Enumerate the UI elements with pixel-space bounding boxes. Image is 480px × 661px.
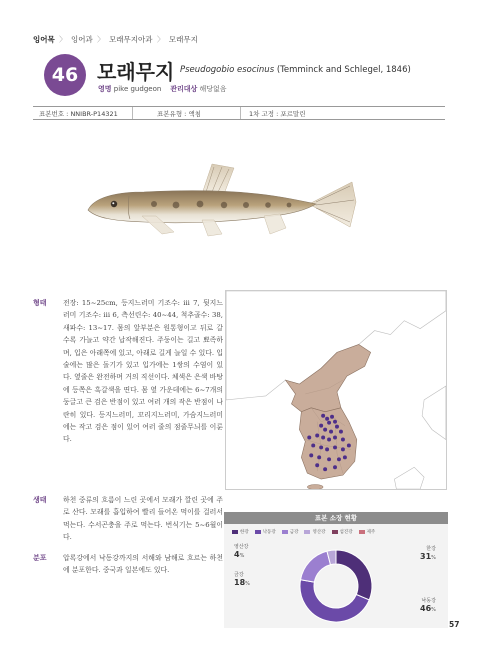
section-distribution: [33, 552, 223, 577]
slice-label-unit: %: [431, 607, 436, 613]
legend-label: 섬진강: [339, 530, 353, 535]
section-label: 분포: [33, 554, 47, 562]
fish-photo: [84, 152, 364, 252]
donut-slice-금강: [301, 551, 331, 582]
species-number-badge: 46: [44, 54, 86, 96]
label-yeongsan: [234, 544, 249, 560]
label-nakdong: [420, 598, 436, 614]
english-name-label: 영명: [98, 85, 112, 93]
management-value: 해당없음: [199, 85, 227, 93]
legend-label: 제주: [366, 530, 376, 535]
legend-label: 낙동강: [262, 530, 276, 535]
english-name: pike gudgeon: [113, 85, 162, 93]
scientific-name: Pseudogobio esocinus: [180, 65, 275, 75]
slice-label-value: 31: [420, 552, 432, 561]
donut-chart: [224, 534, 448, 624]
section-ecology: [33, 494, 223, 544]
section-text: 압록강에서 낙동강까지의 서해와 남해로 흐르는 하천에 분포한다. 중국과 일본에도 있다.: [63, 554, 223, 575]
section-label: 형태: [33, 299, 47, 307]
donut-slice-한강: [336, 550, 372, 600]
section-morphology: [33, 297, 223, 446]
slice-label-name: 금강: [234, 572, 244, 578]
slice-label-value: 4: [234, 550, 240, 559]
slice-label-name: 낙동강: [421, 598, 436, 604]
label-han: [420, 546, 436, 562]
breadcrumb-separator: 〉: [59, 35, 67, 44]
chart-title: 표본 소장 현황: [224, 512, 448, 524]
legend-label: 한강: [240, 530, 249, 535]
slice-label-value: 46: [420, 604, 432, 613]
slice-label-value: 18: [234, 578, 246, 587]
slice-label-name: 영산강: [234, 544, 249, 550]
label-geum: [234, 572, 250, 588]
breadcrumb-separator: 〉: [156, 35, 165, 44]
scientific-name-line: [180, 65, 411, 75]
breadcrumb-separator: 〉: [97, 35, 105, 44]
distribution-map: [225, 290, 447, 490]
specimen-id: 표본번호 : NNIBR-P14321: [33, 107, 133, 119]
specimen-fixation: 1차 고정 : 포르말린: [249, 110, 306, 118]
legend-label: 금강: [289, 530, 299, 535]
slice-label-unit: %: [239, 553, 245, 559]
page-number: 57: [449, 620, 460, 629]
slice-label-name: 한강: [426, 546, 436, 552]
specimen-type: 표본유형 : 액침: [133, 107, 241, 119]
breadcrumb-species: 모래무지: [168, 35, 198, 44]
slice-label-unit: %: [431, 555, 436, 561]
section-text: 하천 중류의 흐름이 느린 곳에서 모래가 깔린 곳에 주로 산다. 모래를 흡입하여 빨리 들어온 먹이를 걸러서 먹는다. 수서곤충을 주로 먹는다. 번식기는 5~6월이다.: [63, 496, 223, 542]
slice-label-unit: %: [245, 581, 250, 587]
specimen-holdings-chart: [224, 512, 448, 628]
specimen-info-bar: [33, 106, 445, 120]
breadcrumb-family: 잉어과: [71, 35, 93, 44]
management-label: 관리대상: [170, 85, 198, 93]
breadcrumb-subfamily: 모래무지아과: [109, 35, 153, 44]
breadcrumb: [33, 34, 198, 45]
scientific-authority: (Temminck and Schlegel, 1846): [276, 65, 411, 75]
species-korean-name: 모래무지: [97, 60, 175, 84]
legend-label: 영산강: [312, 530, 326, 535]
species-names-line: [98, 84, 227, 94]
breadcrumb-order: 잉어목: [33, 35, 55, 44]
section-label: 생태: [33, 496, 47, 504]
section-text: 전장: 15~25cm, 등지느러미 기조수: iii 7, 뒷지느러미 기조수: iii 6, 측선린수: 40~44, 척추골수: 38, 새파수: 13~17. 몸의 앞부분은 원통형이고 뒤로 갈수록 가늘고 약간 납작해진다. 주둥이는 길고 뾰족하며, 입은 아래쪽에 있고, 아래로 길게 늘일 수 있다. 입술에는 많은 돌기가 있고 입가에는 1쌍의 수염이 있다. 옆줄은 완전하며 거의 직선이다. 체색은 은색 바탕에 등쪽은 흑갈색을 띤다. 몸 옆 가운데에는 6~7개의 둥글고 큰 검은 반점이 있고 여러 개의 작은 반점이 나란히 있다. 등지느러미, 꼬리지느러미, 가슴지느러미에는 작고 검은 점이 있어 여러 줄의 점줄무늬를 이룬다.: [63, 299, 223, 444]
